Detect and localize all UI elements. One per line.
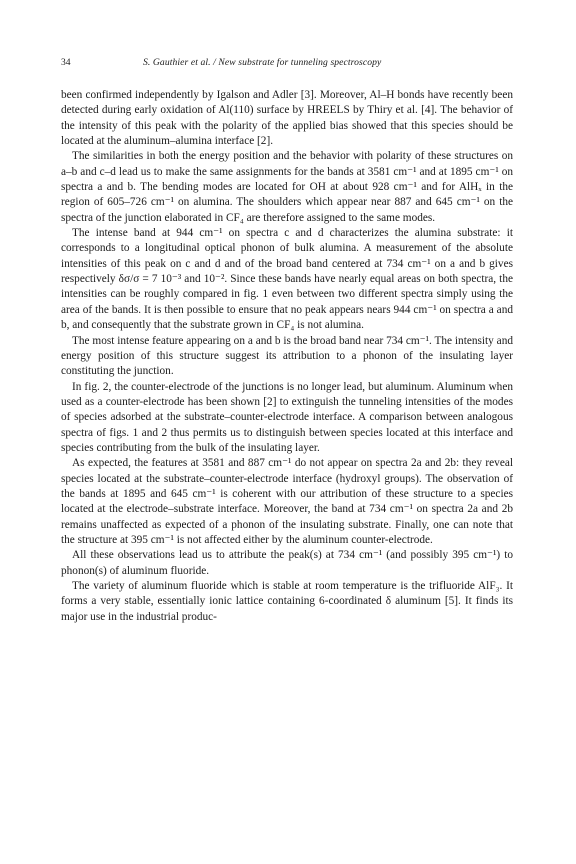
page-header (61, 57, 513, 71)
paragraph-3: The intense band at 944 cm⁻¹ on spectra c and d characterizes the alumina substrate: it corresponds to a longitudinal optical phonon of bulk alumina. A measurement of the absolute intensities of this peak on c and d and of the broad band centered at 734 cm⁻¹ on a and b gives respectively δσ/σ = 7 10⁻³ and 10⁻². Since these bands have nearly equal areas on both spectra, the intensities can be roughly compared in fig. 1 even between two different spectra simply using the area of the bands. It is then possible to ensure that no peak appears nears 944 cm⁻¹ on spectra a and b, and consequently that the substrate grown in CF₄ is not alumina. (61, 227, 513, 332)
body-text (61, 88, 513, 625)
paragraph-7: All these observations lead us to attribute the peak(s) at 734 cm⁻¹ (and possibly 395 cm⁻¹) to phonon(s) of aluminum fluoride. (61, 549, 513, 577)
paragraph-8: The variety of aluminum fluoride which is stable at room temperature is the trifluoride AlF₃. It forms a very stable, essentially ionic lattice containing 6-coordinated δ aluminum [5]. It finds its major use in the industrial produc- (61, 580, 513, 623)
paragraph-2: The similarities in both the energy position and the behavior with polarity of these structures on a–b and c–d lead us to make the same assignments for the bands at 3581 cm⁻¹ and at 1895 cm⁻¹ on spectra a and b. The bending modes are located for OH at about 928 cm⁻¹ and for AlHₓ in the region of 605–726 cm⁻¹ on alumina. The shoulders which appear near 887 and 645 cm⁻¹ on the spectra of the junction elaborated in CF₄ are therefore assigned to the same modes. (61, 150, 513, 224)
paragraph-1: been confirmed independently by Igalson and Adler [3]. Moreover, Al–H bonds have recently been detected during early oxidation of Al(110) surface by HREELS by Thiry et al. [4]. The behavior of the intensity of this peak with the polarity of the applied bias showed that this species should be located at the aluminum–alumina interface [2]. (61, 89, 513, 148)
paragraph-5: In fig. 2, the counter-electrode of the junctions is no longer lead, but aluminum. Aluminum when used as a counter-electrode has been shown [2] to extinguish the tunneling intensities of the modes of species adsorbed at the substrate–counter-electrode interface. A comparison between analogous spectra of figs. 1 and 2 thus permits us to distinguish between species located at this interface and species contributing from the bulk of the insulating layer. (61, 380, 513, 454)
paragraph-4: The most intense feature appearing on a and b is the broad band near 734 cm⁻¹. The intensity and energy position of this structure suggest its attribution to a phonon of the insulating layer constituting the junction. (61, 334, 513, 378)
running-head: S. Gauthier et al. / New substrate for tunneling spectroscopy (143, 57, 382, 68)
page-number: 34 (61, 57, 71, 68)
paragraph-6: As expected, the features at 3581 and 887 cm⁻¹ do not appear on spectra 2a and 2b: they reveal species located at the substrate–counter-electrode interface (hydroxyl groups). The observation of the bands at 1895 and 645 cm⁻¹ is coherent with our attribution of these structure to a species located at the electrode–substrate interface. Moreover, the band at 734 cm⁻¹ on spectra 2a and 2b remains unaffected as expected of a phonon of the insulating substrate. Finally, one can note that the structure at 395 cm⁻¹ is not affected either by the aluminum counter-electrode. (61, 457, 513, 546)
